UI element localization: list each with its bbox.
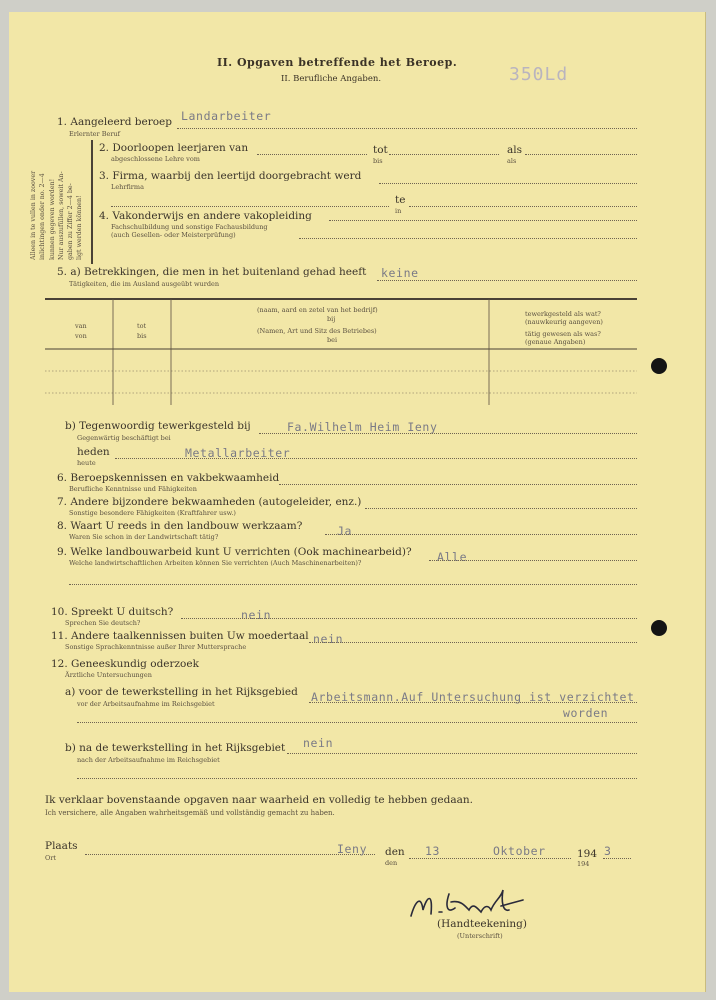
q6-label: 6. Beroepskennissen en vakbekwaamheid — [57, 472, 280, 484]
punch-hole — [651, 620, 667, 636]
side-bracket — [91, 140, 93, 264]
q1-label: 1. Aangeleerd beroep — [57, 116, 172, 128]
side-note: Alleen in te vullen in zoover inlichtingen onder no. 2—4 kunnen gegeven worden! Nur auszufüllen, soweit An- gaben zu Ziffer 2—4 be- ligt werden können! — [30, 170, 84, 260]
q12a-value: Arbeitsmann.Auf Untersuchung ist verzichtet — [311, 690, 635, 704]
declaration-nl: Ik verklaar bovenstaande opgaven naar waarheid en volledig te hebben gedaan. — [45, 794, 473, 806]
year-digit: 3 — [604, 844, 612, 858]
place-value: Ieny — [337, 842, 368, 856]
q5a-label: 5. a) Betrekkingen, die men in het buitenland gehad heeft — [57, 266, 367, 278]
q5b2-value: Metallarbeiter — [185, 446, 291, 460]
q12b-value: nein — [303, 736, 334, 750]
q9-label: 9. Welke landbouwarbeid kunt U verrichten (Ook machinearbeid)? — [57, 546, 412, 558]
q1-sub: Erlernter Beruf — [69, 130, 121, 138]
q11-value: nein — [313, 632, 344, 646]
q12b-label: b) na de tewerkstelling in het Rijksgebiet — [65, 742, 286, 754]
signature-label: (Handteekening) — [437, 918, 527, 930]
punch-hole — [651, 358, 667, 374]
q12a-value-cont: worden — [563, 706, 609, 720]
q11-label: 11. Andere taalkennissen buiten Uw moedertaal — [51, 630, 309, 642]
day-value: 13 — [425, 844, 441, 858]
month-value: Oktober — [493, 844, 546, 858]
q3-sub: Lehrfirma — [111, 183, 144, 191]
q8-label: 8. Waart U reeds in den landbouw werkzaam? — [57, 520, 303, 532]
archive-stamp: 350Ld — [509, 64, 569, 85]
form-page: II. Opgaven betreffende het Beroep. II. Berufliche Angaben. 350Ld Alleen in te vullen in zoover inlichtingen onder no. 2—4 kunnen gegeven worden! Nur auszufüllen, soweit An- gaben zu Ziffer 2—4 be- ligt werden können! 1. Aangeleerd beroep Erlernter Beruf Landarbeiter 2. Doorloopen leerjaren van abgeschlossene Lehre vom tot bis als als 3. Firma, waarbij den leertijd doorgebracht werd Lehrfirma te in 4. Vakonderwijs en andere vakopleiding Fachschulbildung und sonstige Fachausbildung (auch Gesellen- oder Meisterprüfung) 5. a) Betrekkingen, die men in het buitenland gehad heeft Tätigkeiten, die im Ausland ausgeübt wurden keine van von tot bis (naam, aard en zetel van het bedrijf) bij (Namen, Art und Sitz des Betriebes) bei tewerkgesteld als wat? (nauwkeurig aangeven) tätig gewesen als was? (genaue Angaben) b) Tegenwoordig tewerkgesteld bij Gegenwärtig beschäftigt bei Fa.Wilhelm Heim Ieny heden heute Metallarbeiter 6. Beroepskennissen en vakbekwaamheid Berufliche Kenntnisse und Fähigkeiten 7. Andere bijzondere bekwaamheden (autogeleider, enz.) Sonstige besondere Fähigkeiten (Kraftfahrer usw.) 8. Waart U reeds in den landbouw werkzaam? Waren Sie schon in der Landwirtschaft tätig? Ja 9. Welke landbouwarbeid kunt U verrichten (Ook machinearbeid)? Welche landwirtschaftlichen Arbeiten können Sie verrichten (Auch Maschinenarbeiten)? Alle 10. Spreekt U duitsch? Sprechen Sie deutsch? nein 11. Andere taalkennissen buiten Uw moedertaal Sonstige Sprachkenntnisse außer Ihrer Muttersprache nein 12. Geneeskundig oderzoek Ärztliche Untersuchungen a) voor de tewerkstelling in het Rijksgebied vor der Arbeitsaufnahme im Reichsgebiet Arbeitsmann.Auf Untersuchung ist verzichtet worden b) na de tewerkstelling in het Rijksgebiet nach der Arbeitsaufnahme im Reichsgebiet nein Ik verklaar bovenstaande opgaven naar waarheid en volledig te hebben gedaan. Ich versichere, alle Angaben wahrheitsgemäß und vollständig gemacht zu haben. Plaats Ort Ieny den den 13 Oktober 194 194 3 (Handteekening) (Unterschrift) — [9, 12, 706, 992]
q5b-value: Fa.Wilhelm Heim Ieny — [287, 420, 438, 434]
q5a-value: keine — [381, 266, 419, 280]
q10-label: 10. Spreekt U duitsch? — [51, 606, 174, 618]
q2-sub: abgeschlossene Lehre vom — [111, 155, 200, 163]
form-title: II. Opgaven betreffende het Beroep. — [217, 56, 458, 69]
q12a-label: a) voor de tewerkstelling in het Rijksgebied — [65, 686, 298, 698]
q2-label: 2. Doorloopen leerjaren van — [99, 142, 249, 154]
form-subtitle: II. Berufliche Angaben. — [281, 74, 382, 84]
q8-value: Ja — [337, 524, 353, 538]
q12-label: 12. Geneeskundig oderzoek — [51, 658, 199, 670]
signature-text — [409, 892, 414, 893]
q4-label: 4. Vakonderwijs en andere vakopleiding — [99, 210, 312, 222]
q3-label: 3. Firma, waarbij den leertijd doorgebracht werd — [99, 170, 362, 182]
q9-value: Alle — [437, 550, 468, 564]
q7-label: 7. Andere bijzondere bekwaamheden (autogeleider, enz.) — [57, 496, 362, 508]
q5b-label: b) Tegenwoordig tewerkgesteld bij — [65, 420, 251, 432]
declaration-de: Ich versichere, alle Angaben wahrheitsgemäß und vollständig gemacht zu haben. — [45, 809, 335, 817]
q10-value: nein — [241, 608, 272, 622]
q1-value: Landarbeiter — [181, 109, 272, 123]
